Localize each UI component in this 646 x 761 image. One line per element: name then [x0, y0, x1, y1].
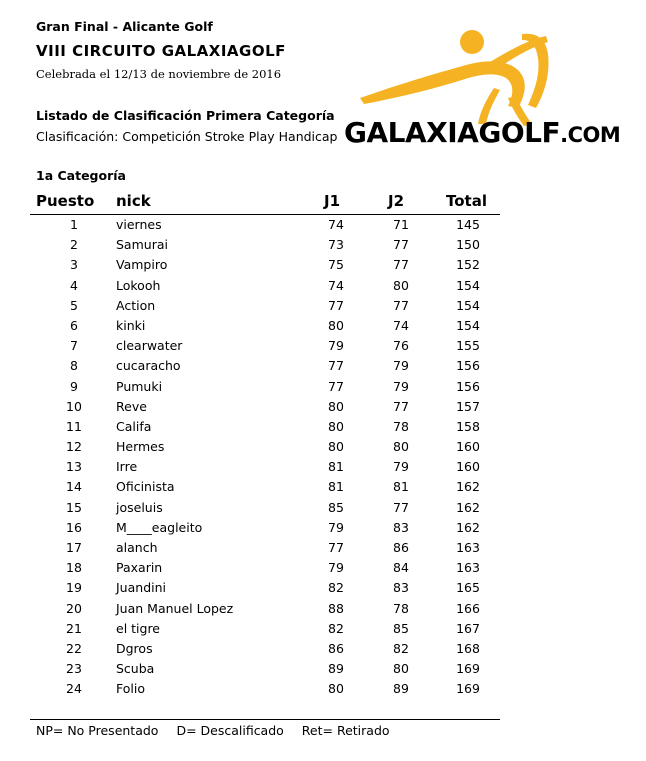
j1-cell: 74 — [328, 277, 344, 293]
j2-cell: 80 — [393, 661, 409, 677]
header-total: Total — [446, 192, 487, 210]
nick-cell: clearwater — [116, 338, 183, 354]
j1-cell: 77 — [328, 540, 344, 555]
j1-cell: 85 — [328, 499, 344, 515]
nick-cell: M____eagleito — [116, 519, 203, 535]
nick-cell: Juan Manuel Lopez — [116, 600, 234, 616]
total-cell: 156 — [456, 358, 480, 374]
nick-cell: Action — [116, 297, 156, 313]
nick-cell: viernes — [116, 217, 162, 232]
position-cell: 24 — [66, 681, 82, 697]
total-cell: 155 — [456, 338, 480, 354]
position-cell: 5 — [70, 297, 78, 313]
position-cell: 12 — [66, 439, 82, 455]
classification-type: Clasificación: Competición Stroke Play Handicap — [36, 129, 338, 144]
j1-cell: 82 — [328, 580, 344, 596]
position-cell: 18 — [66, 560, 82, 576]
nick-cell: Samurai — [116, 237, 168, 253]
j2-cell: 89 — [393, 681, 409, 697]
nick-cell: Paxarin — [116, 560, 163, 576]
j1-cell: 81 — [328, 459, 344, 475]
j1-cell: 77 — [328, 297, 344, 313]
j1-cell: 86 — [328, 640, 344, 656]
j1-cell: 89 — [328, 661, 344, 677]
nick-cell: Irre — [116, 459, 138, 475]
table-row — [30, 518, 500, 538]
nick-cell: Vampiro — [116, 257, 168, 273]
logo-wordmark-main: GALAXIAGOLF — [344, 116, 561, 149]
total-cell: 165 — [456, 580, 480, 596]
j2-cell: 77 — [393, 257, 409, 273]
results-table-body — [30, 215, 500, 700]
nick-cell: Hermes — [116, 439, 165, 455]
nick-cell: el tigre — [116, 620, 161, 636]
position-cell: 22 — [66, 640, 82, 656]
total-cell: 152 — [456, 257, 480, 273]
j2-cell: 79 — [393, 459, 409, 475]
table-row — [30, 659, 500, 679]
nick-cell: Lokooh — [116, 277, 161, 293]
nick-cell: cucaracho — [116, 358, 181, 374]
j2-cell: 71 — [393, 217, 409, 232]
position-cell: 6 — [70, 317, 78, 333]
position-cell: 2 — [70, 237, 78, 253]
j2-cell: 83 — [393, 519, 409, 535]
table-row — [30, 639, 500, 659]
j1-cell: 77 — [328, 358, 344, 374]
total-cell: 169 — [456, 661, 480, 677]
total-cell: 158 — [456, 418, 480, 434]
total-cell: 166 — [456, 600, 480, 616]
category-title: 1a Categoría — [36, 168, 126, 183]
j2-cell: 82 — [393, 640, 409, 656]
j1-cell: 74 — [328, 217, 344, 232]
table-row — [30, 457, 500, 477]
table-row — [30, 477, 500, 497]
position-cell: 7 — [70, 338, 78, 354]
j1-cell: 82 — [328, 620, 344, 636]
legend-ret: Ret= Retirado — [301, 723, 390, 738]
j2-cell: 79 — [393, 358, 409, 374]
total-cell: 156 — [456, 378, 480, 394]
j1-cell: 75 — [328, 257, 344, 273]
position-cell: 16 — [66, 519, 82, 535]
total-cell: 169 — [456, 681, 480, 697]
nick-cell: alanch — [116, 540, 158, 555]
total-cell: 154 — [456, 297, 480, 313]
j1-cell: 80 — [328, 418, 344, 434]
j2-cell: 85 — [393, 620, 409, 636]
total-cell: 168 — [456, 640, 480, 656]
total-cell: 163 — [456, 540, 480, 555]
total-cell: 160 — [456, 459, 480, 475]
footer-divider — [30, 719, 500, 720]
table-row — [30, 276, 500, 296]
position-cell: 23 — [66, 661, 82, 677]
j1-cell: 88 — [328, 600, 344, 616]
position-cell: 11 — [66, 418, 82, 434]
position-cell: 8 — [70, 358, 78, 374]
position-cell: 19 — [66, 580, 82, 596]
total-cell: 145 — [456, 217, 480, 232]
total-cell: 160 — [456, 439, 480, 455]
j2-cell: 77 — [393, 398, 409, 414]
j2-cell: 80 — [393, 277, 409, 293]
position-cell: 4 — [70, 277, 78, 293]
golfer-swing-icon — [340, 28, 600, 128]
nick-cell: Juandini — [116, 580, 166, 596]
table-row — [30, 619, 500, 639]
table-row — [30, 336, 500, 356]
position-cell: 17 — [66, 540, 82, 555]
j2-cell: 77 — [393, 297, 409, 313]
nick-cell: Oficinista — [116, 479, 175, 495]
header-position: Puesto — [36, 192, 95, 210]
position-cell: 21 — [66, 620, 82, 636]
header-j1: J1 — [324, 192, 341, 210]
j1-cell: 80 — [328, 681, 344, 697]
nick-cell: Dgros — [116, 640, 153, 656]
table-row — [30, 215, 500, 235]
header-nick: nick — [116, 192, 151, 210]
legend — [36, 723, 404, 738]
j1-cell: 80 — [328, 439, 344, 455]
total-cell: 162 — [456, 479, 480, 495]
table-row — [30, 397, 500, 417]
j1-cell: 77 — [328, 378, 344, 394]
position-cell: 9 — [70, 378, 78, 394]
nick-cell: Folio — [116, 681, 145, 697]
j2-cell: 81 — [393, 479, 409, 495]
total-cell: 154 — [456, 277, 480, 293]
total-cell: 163 — [456, 560, 480, 576]
j2-cell: 77 — [393, 237, 409, 253]
header-j2: J2 — [388, 192, 405, 210]
total-cell: 154 — [456, 317, 480, 333]
table-row — [30, 235, 500, 255]
total-cell: 167 — [456, 620, 480, 636]
position-cell: 10 — [66, 398, 82, 414]
table-row — [30, 679, 500, 699]
table-row — [30, 417, 500, 437]
table-header — [30, 190, 500, 215]
table-row — [30, 437, 500, 457]
total-cell: 150 — [456, 237, 480, 253]
event-title: Gran Final - Alicante Golf — [36, 19, 213, 34]
total-cell: 157 — [456, 398, 480, 414]
table-row — [30, 255, 500, 275]
table-row — [30, 578, 500, 598]
legend-np: NP= No Presentado — [36, 723, 159, 738]
nick-cell: Reve — [116, 398, 147, 414]
j2-cell: 79 — [393, 378, 409, 394]
j1-cell: 81 — [328, 479, 344, 495]
listing-title: Listado de Clasificación Primera Categoría — [36, 108, 335, 123]
nick-cell: kinki — [116, 317, 146, 333]
table-row — [30, 599, 500, 619]
logo-wordmark-suffix: .COM — [560, 123, 621, 147]
j1-cell: 80 — [328, 398, 344, 414]
total-cell: 162 — [456, 499, 480, 515]
circuit-title: VIII CIRCUITO GALAXIAGOLF — [36, 42, 286, 60]
table-row — [30, 538, 500, 558]
table-row — [30, 356, 500, 376]
table-row — [30, 498, 500, 518]
j2-cell: 78 — [393, 418, 409, 434]
position-cell: 20 — [66, 600, 82, 616]
event-date: Celebrada el 12/13 de noviembre de 2016 — [36, 67, 282, 81]
nick-cell: Califa — [116, 418, 152, 434]
nick-cell: Scuba — [116, 661, 155, 677]
j2-cell: 76 — [393, 338, 409, 354]
j2-cell: 74 — [393, 317, 409, 333]
table-row — [30, 316, 500, 336]
j2-cell: 86 — [393, 540, 409, 555]
position-cell: 1 — [70, 217, 78, 232]
position-cell: 15 — [66, 499, 82, 515]
j1-cell: 80 — [328, 317, 344, 333]
position-cell: 3 — [70, 257, 78, 273]
j2-cell: 78 — [393, 600, 409, 616]
j2-cell: 80 — [393, 439, 409, 455]
table-row — [30, 377, 500, 397]
j1-cell: 73 — [328, 237, 344, 253]
position-cell: 13 — [66, 459, 82, 475]
position-cell: 14 — [66, 479, 82, 495]
nick-cell: Pumuki — [116, 378, 163, 394]
j1-cell: 79 — [328, 560, 344, 576]
j2-cell: 84 — [393, 560, 409, 576]
galaxiagolf-logo — [340, 28, 621, 156]
nick-cell: joseluis — [116, 499, 163, 515]
j2-cell: 83 — [393, 580, 409, 596]
j2-cell: 77 — [393, 499, 409, 515]
legend-d: D= Descalificado — [176, 723, 284, 738]
logo-wordmark — [344, 116, 620, 149]
total-cell: 162 — [456, 519, 480, 535]
j1-cell: 79 — [328, 519, 344, 535]
j1-cell: 79 — [328, 338, 344, 354]
table-row — [30, 558, 500, 578]
table-row — [30, 296, 500, 316]
